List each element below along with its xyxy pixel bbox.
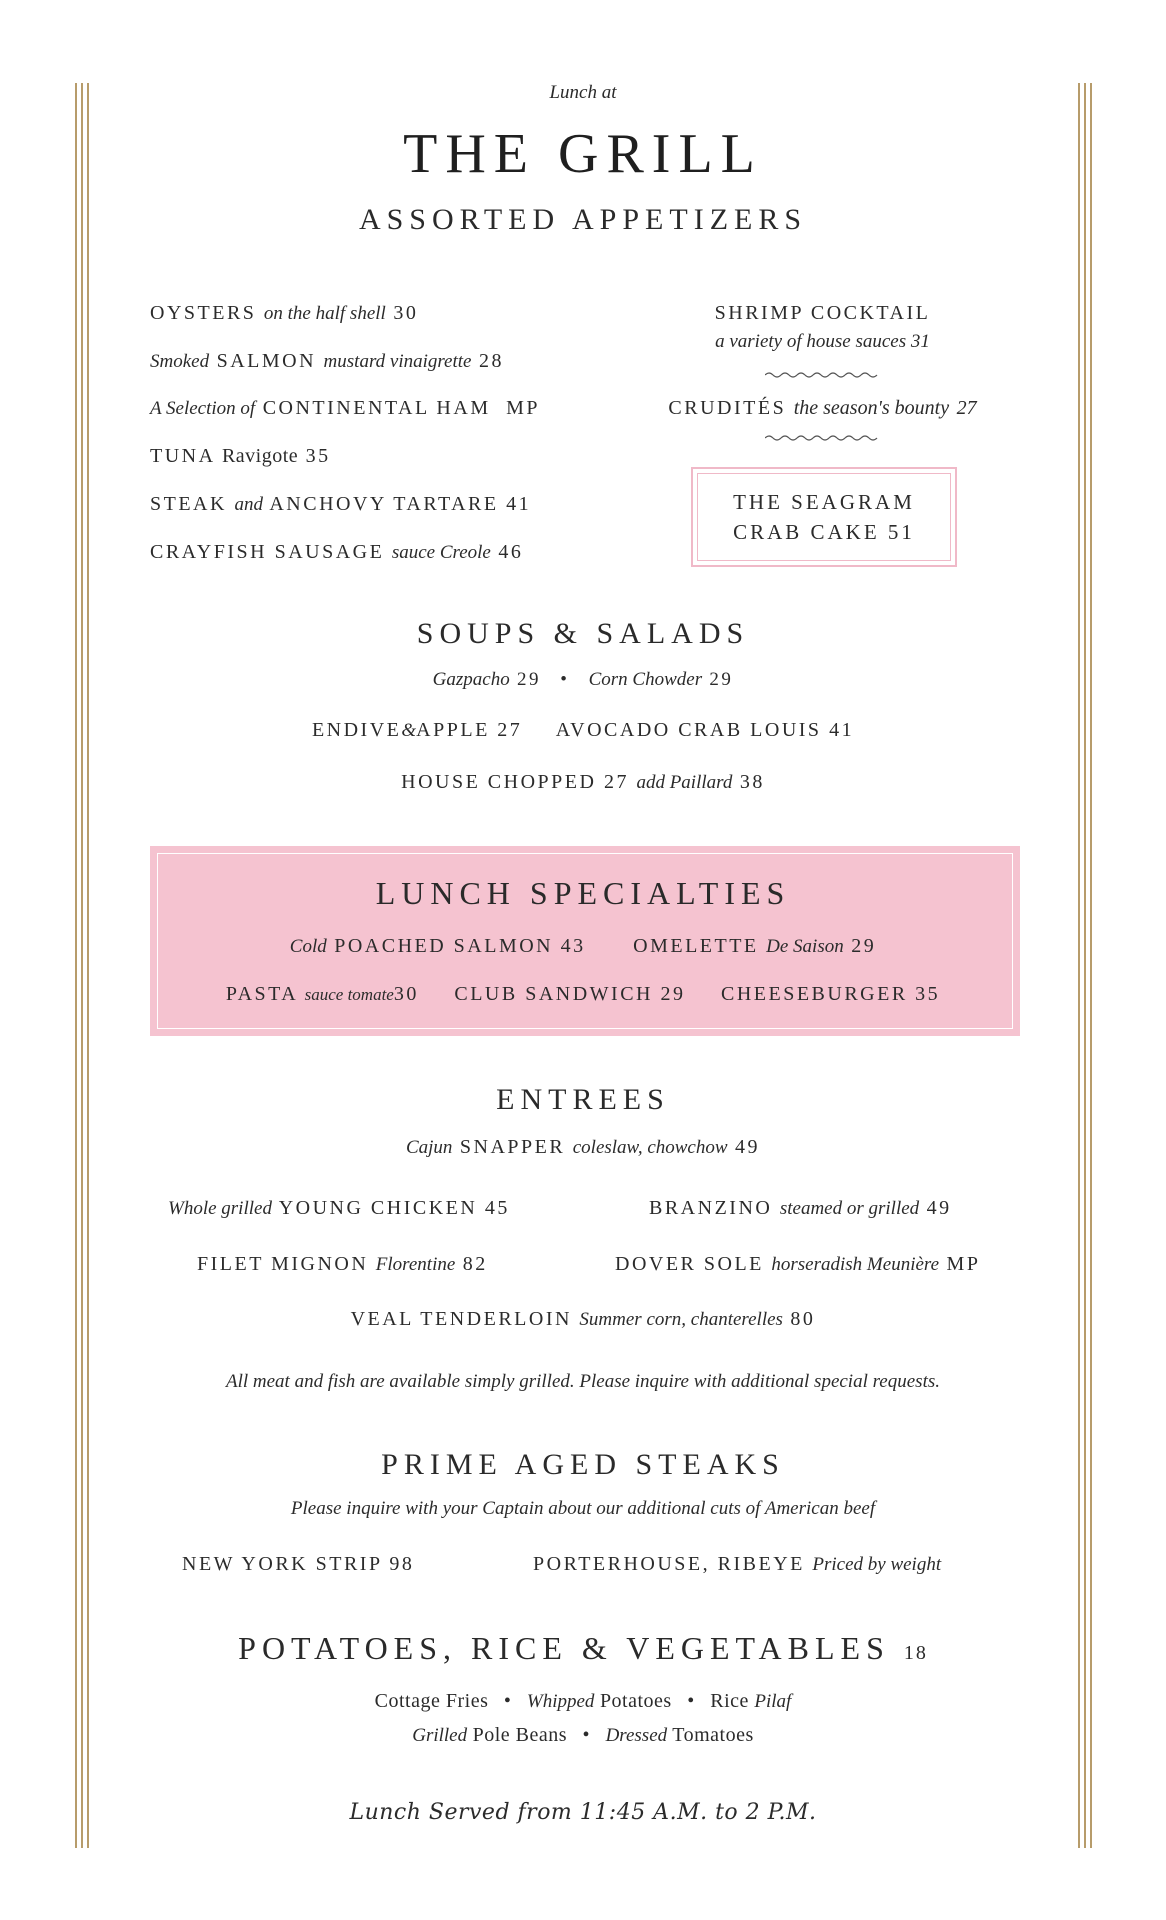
side-cottage-fries: Cottage Fries: [374, 1690, 489, 1712]
item-name: OYSTERS: [150, 302, 257, 324]
item-price: 31: [910, 331, 930, 352]
chopped-price: 27: [603, 771, 629, 793]
item-name: SNAPPER: [459, 1136, 566, 1158]
item-name-2: ANCHOVY TARTARE: [269, 493, 499, 515]
steak-porterhouse: [533, 1553, 941, 1576]
item-desc: the season's bounty: [793, 397, 950, 419]
item-desc: mustard vinaigrette: [323, 351, 472, 372]
entrees-note: All meat and fish are available simply grilled. Please inquire with additional special requests.: [225, 1371, 940, 1392]
pasta-name: PASTA: [225, 983, 298, 1005]
salads-row-2: [0, 771, 1166, 794]
service-hours: Lunch Served from 11:45 A.M. to 2 P.M.: [349, 1800, 817, 1825]
sides-heading-text: POTATOES, RICE & VEGETABLES: [238, 1630, 890, 1666]
item-price: 49: [735, 1136, 761, 1158]
entree-dover-sole: [615, 1253, 980, 1276]
endive-amp: &: [401, 720, 417, 741]
item-price: 51: [887, 520, 915, 544]
entrees-heading: ENTREES: [496, 1083, 670, 1116]
paillard-price: 38: [739, 771, 765, 793]
crab-cake-box: [691, 467, 957, 567]
item-name: NEW YORK STRIP: [182, 1553, 382, 1575]
gazpacho-name: Gazpacho: [432, 669, 510, 690]
item-name: CONTINENTAL HAM: [262, 397, 491, 419]
item-name: TUNA: [150, 445, 215, 467]
sides-row-2: [0, 1724, 1166, 1747]
chowder-price: 29: [709, 669, 734, 690]
omelette-desc: De Saison: [766, 936, 844, 957]
item-prefix: Cajun: [405, 1137, 453, 1158]
item-price: 49: [926, 1197, 952, 1219]
item-price: 41: [506, 493, 532, 515]
item-price: 80: [790, 1308, 816, 1330]
side-whipped-potatoes: Potatoes: [599, 1690, 672, 1712]
bullet-separator: •: [560, 669, 570, 690]
left-border-rule: [75, 83, 89, 1848]
salmon-prefix: Cold: [289, 936, 327, 957]
appetizer-oysters: [150, 302, 418, 325]
steaks-heading: PRIME AGED STEAKS: [381, 1448, 785, 1481]
avocado-name: AVOCADO CRAB LOUIS: [555, 719, 822, 741]
item-desc: Florentine: [375, 1254, 456, 1275]
sides-price: 18: [903, 1642, 928, 1664]
lunch-at-label: Lunch at: [549, 82, 617, 103]
club-price: 29: [660, 983, 686, 1005]
endive-name-2: APPLE: [416, 719, 490, 741]
item-price: 30: [393, 302, 419, 324]
entree-snapper: [0, 1136, 1166, 1159]
item-price: 45: [484, 1197, 510, 1219]
item-price: 98: [389, 1553, 415, 1575]
item-name: STEAK: [150, 493, 227, 515]
soups-heading: SOUPS & SALADS: [416, 617, 750, 650]
item-name: VEAL TENDERLOIN: [350, 1308, 572, 1330]
side-tomatoes: Tomatoes: [672, 1724, 754, 1746]
bullet-separator: •: [687, 1690, 695, 1712]
item-name: BRANZINO: [649, 1197, 773, 1219]
omelette-price: 29: [851, 935, 877, 957]
item-name: SALMON: [216, 350, 317, 372]
item-prefix: A Selection of: [150, 398, 256, 419]
specialties-row-2: [0, 983, 1166, 1006]
cheeseburger-price: 35: [915, 983, 941, 1005]
endive-price: 27: [497, 719, 523, 741]
restaurant-title: THE GRILL: [403, 123, 763, 185]
item-name: CRAYFISH SAUSAGE: [150, 541, 385, 563]
item-desc: horseradish Meunière: [771, 1254, 940, 1275]
sides-heading: [0, 1630, 1166, 1667]
endive-name: ENDIVE: [311, 719, 402, 741]
item-prefix: Smoked: [150, 351, 210, 372]
salmon-price: 43: [560, 935, 586, 957]
right-border-rule: [1078, 83, 1092, 1848]
item-price: MP: [506, 397, 541, 419]
item-name: PORTERHOUSE, RIBEYE: [533, 1553, 805, 1575]
item-price: 28: [478, 350, 504, 372]
salmon-name: POACHED SALMON: [334, 935, 554, 957]
item-desc: on the half shell: [263, 303, 386, 324]
side-grilled-prefix: Grilled: [412, 1725, 468, 1746]
appetizer-steak-tartare: [150, 493, 531, 516]
side-pilaf: Pilaf: [754, 1691, 792, 1712]
specialties-row-1: [0, 935, 1166, 958]
salads-row-1: [0, 719, 1166, 742]
item-name: CRAB CAKE: [733, 520, 880, 544]
omelette-name: OMELETTE: [633, 935, 759, 957]
item-price: 46: [498, 541, 524, 563]
item-desc: Priced by weight: [812, 1554, 942, 1575]
crab-cake-line2: [733, 517, 915, 547]
side-whipped-prefix: Whipped: [526, 1691, 595, 1712]
item-price: 35: [305, 445, 331, 467]
appetizer-salmon: [150, 350, 504, 373]
crudites-item: [650, 397, 995, 420]
pasta-price: 30: [393, 983, 419, 1005]
crab-cake-line1: THE SEAGRAM: [733, 490, 915, 514]
wave-divider-2: [765, 433, 880, 443]
gazpacho-price: 29: [516, 669, 541, 690]
side-dressed-prefix: Dressed: [605, 1725, 668, 1746]
item-desc: a variety of house sauces: [715, 331, 907, 352]
steak-strip: [182, 1553, 414, 1576]
item-name: DOVER SOLE: [615, 1253, 764, 1275]
cheeseburger-name: CHEESEBURGER: [720, 983, 908, 1005]
club-name: CLUB SANDWICH: [454, 983, 653, 1005]
shrimp-cocktail-desc: [660, 331, 985, 353]
item-price: 82: [462, 1253, 488, 1275]
item-price: MP: [946, 1253, 981, 1275]
item-desc: sauce Creole: [391, 542, 491, 563]
soups-row: [0, 669, 1166, 691]
sides-row-1: [0, 1690, 1166, 1713]
entree-veal: [0, 1308, 1166, 1331]
appetizer-ham: [150, 397, 540, 420]
side-rice: Rice: [710, 1690, 749, 1712]
chopped-name: HOUSE CHOPPED: [401, 771, 597, 793]
item-desc: coleslaw, chowchow: [572, 1137, 728, 1158]
item-prefix: Whole grilled: [168, 1198, 272, 1219]
bullet-separator: •: [503, 1690, 512, 1712]
wave-divider-1: [765, 370, 880, 380]
item-conjunction: and: [234, 494, 263, 515]
appetizer-crayfish: [150, 541, 523, 564]
appetizer-tuna: [150, 445, 331, 468]
side-pole-beans: Pole Beans: [472, 1724, 568, 1746]
item-desc: Ravigote: [221, 445, 299, 467]
specialties-heading: LUNCH SPECIALTIES: [375, 875, 791, 911]
steaks-note: Please inquire with your Captain about our additional cuts of American beef: [290, 1498, 876, 1519]
item-name: CRUDITÉS: [668, 397, 787, 419]
entree-branzino: [649, 1197, 952, 1220]
item-name: YOUNG CHICKEN: [278, 1197, 478, 1219]
appetizers-heading: ASSORTED APPETIZERS: [358, 203, 808, 236]
pasta-desc: sauce tomate: [304, 985, 394, 1004]
paillard-desc: add Paillard: [636, 772, 733, 793]
shrimp-cocktail-name: SHRIMP COCKTAIL: [714, 302, 931, 324]
avocado-price: 41: [829, 719, 855, 741]
item-desc: Summer corn, chanterelles: [579, 1309, 783, 1330]
chowder-name: Corn Chowder: [588, 669, 703, 690]
item-price: 27: [956, 397, 977, 419]
item-desc: steamed or grilled: [779, 1198, 920, 1219]
entree-filet: [197, 1253, 488, 1276]
item-name: FILET MIGNON: [197, 1253, 369, 1275]
entree-chicken: [168, 1197, 510, 1220]
bullet-separator: •: [582, 1724, 591, 1746]
